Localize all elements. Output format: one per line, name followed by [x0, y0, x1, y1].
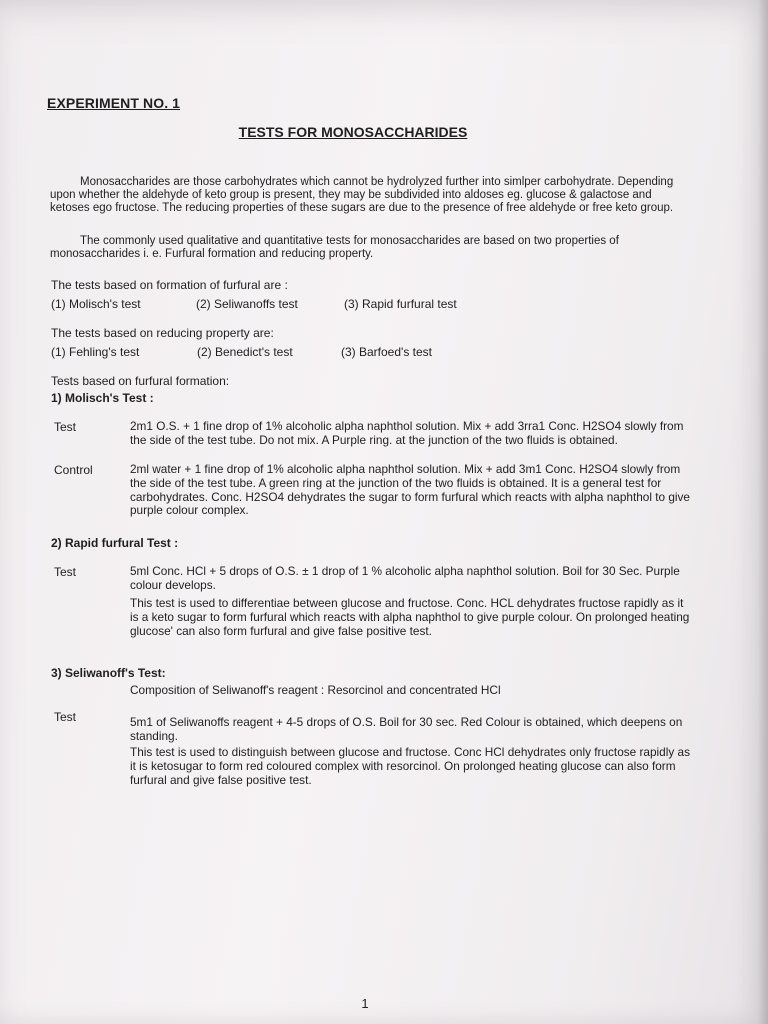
seliwanoff-test-label: Test [54, 710, 77, 724]
rapid-test-text: 5ml Conc. HCl + 5 drops of O.S. ± 1 drop of 1 % alcoholic alpha naphthol solution. Boil for 30 Sec. Purple colour develops. [130, 564, 680, 592]
list-item: (2) Seliwanoffs test [196, 297, 298, 311]
seliwanoff-note: This test is used to distinguish between glucose and fructose. Conc HCl dehydrates only fructose rapidly as it is ketosugar to form red coloured complex with resorcinol. On prolonged heating glucose can also form furfural and give false positive test. [130, 745, 690, 787]
furfural-list-heading: The tests based on formation of furfural are : [51, 278, 288, 292]
experiment-number: EXPERIMENT NO. 1 [47, 95, 181, 111]
list-item: (2) Benedict's test [197, 345, 293, 359]
seliwanoff-composition: Composition of Seliwanoff's reagent : Resorcinol and concentrated HCl [130, 683, 501, 697]
rapid-furfural-heading: 2) Rapid furfural Test : [51, 536, 179, 550]
page-title: TESTS FOR MONOSACCHARIDES [238, 124, 468, 140]
list-item: (1) Fehling's test [51, 345, 140, 359]
reducing-tests-list [51, 345, 651, 361]
list-item: (1) Molisch's test [51, 297, 141, 311]
molisch-test-text: 2m1 O.S. + 1 fine drop of 1% alcoholic alpha naphthol solution. Mix + add 3rra1 Conc. H2SO4 slowly from the side of the test tube. Do not mix. A Purple ring. at the junction of the two fluids is obtained. [130, 419, 684, 447]
molisch-test-label: Test [54, 420, 77, 434]
intro-paragraph-2: The commonly used qualitative and quantitative tests for monosaccharides are based on two properties of monosaccharides i. e. Furfural formation and reducing property. [50, 235, 619, 261]
rapid-note: This test is used to differentiae between glucose and fructose. Conc. HCL dehydrates fructose rapidly as it is a keto sugar to form furfural which reacts with alpha naphthol to give purple colour. On prolonged heating glucose' can also form furfural and give false positive test. [130, 596, 690, 638]
page-number: 1 [361, 996, 369, 1011]
seliwanoff-test-text: 5m1 of Seliwanoffs reagent + 4-5 drops of O.S. Boil for 30 sec. Red Colour is obtained, which deepens on standing. [130, 715, 683, 743]
molisch-heading: 1) Molisch's Test : [51, 391, 154, 405]
rapid-test-label: Test [54, 565, 77, 579]
intro-paragraph-1: Monosaccharides are those carbohydrates which cannot be hydrolyzed further into simlper carbohydrate. Depending upon whether the aldehyde of keto group is present, they may be subdivided into aldoses eg. glucose & galactose and ketoses ego fructose. The reducing properties of these sugars are due to the presence of free aldehyde or free keto group. [50, 176, 674, 215]
seliwanoff-heading: 3) Seliwanoff's Test: [51, 666, 166, 680]
list-item: (3) Barfoed's test [341, 345, 432, 359]
furfural-section-heading: Tests based on furfural formation: [51, 374, 230, 388]
reducing-list-heading: The tests based on reducing property are: [51, 326, 274, 340]
molisch-control-text: 2ml water + 1 fine drop of 1% alcoholic alpha naphthol solution. Mix + add 3m1 Conc. H2SO4 slowly from the side of the test tube. A green ring at the junction of the two fluids is obtained. It is a general test for carbohydrates. Conc. H2SO4 dehydrates the sugar to form furfural which reacts with alpha naphthol to give purple colour complex. [130, 462, 690, 518]
furfural-tests-list [51, 297, 651, 313]
list-item: (3) Rapid furfural test [344, 297, 457, 311]
page-edge-shadow [758, 0, 768, 1024]
molisch-control-label: Control [54, 463, 93, 477]
